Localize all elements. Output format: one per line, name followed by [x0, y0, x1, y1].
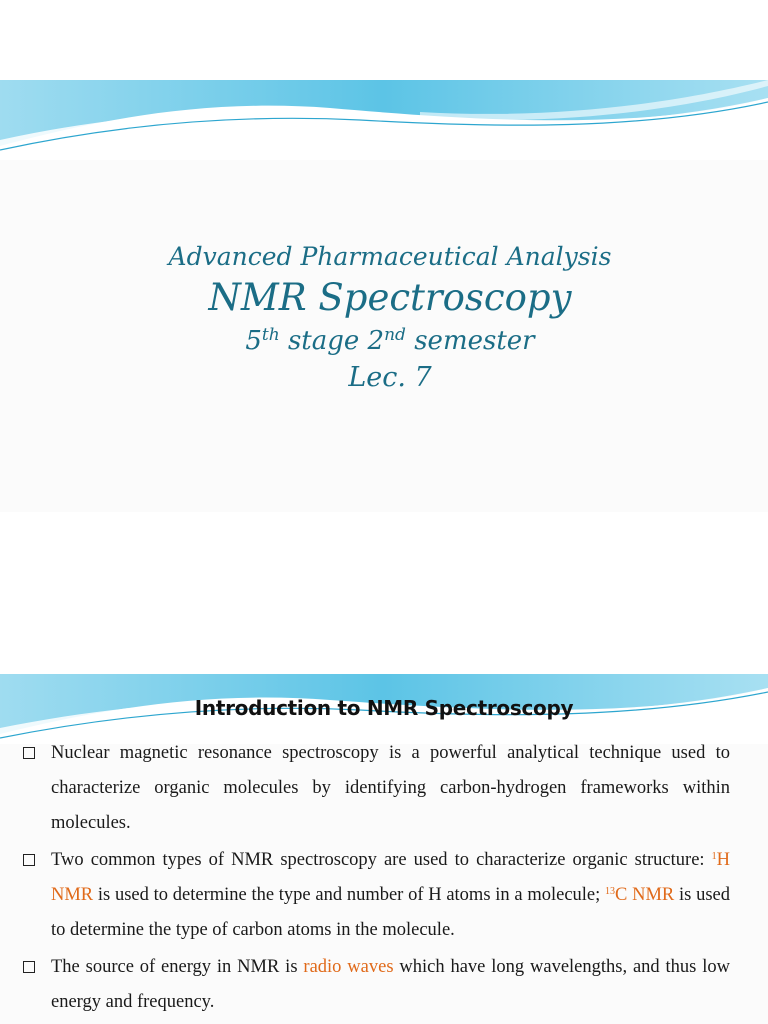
stage-number: 5	[245, 326, 262, 356]
bullet-item	[0, 736, 768, 841]
bullet-text: Nuclear magnetic resonance spectroscopy is a powerful analytical technique used to characterize organic molecules by identifying carbon-hydrogen frameworks within molecules.	[51, 743, 730, 833]
title-block	[0, 240, 768, 396]
slide-title: NMR Spectroscopy	[208, 276, 572, 319]
bullet-item	[0, 843, 768, 948]
bullet-text: is used to determine the type and number of H atoms in a molecule;	[93, 885, 606, 905]
radio-waves-highlight: radio waves	[303, 957, 394, 977]
bullet-text: is used to determine the type of carbon atoms in the molecule.	[51, 885, 730, 940]
bullet-list	[0, 736, 768, 1022]
slide-title: Introduction to NMR Spectroscopy	[194, 696, 574, 720]
c-nmr-label: C NMR	[615, 885, 675, 905]
checkbox-bullet-icon	[23, 854, 35, 866]
bullet-text: The source of energy in NMR is	[51, 957, 304, 977]
c-nmr-highlight	[605, 885, 674, 905]
h-nmr-label: H NMR	[51, 850, 730, 905]
checkbox-bullet-icon	[23, 747, 35, 759]
stage-semester-line	[12, 322, 768, 360]
introduction-slide	[0, 674, 768, 1024]
lecture-number: Lec. 7	[348, 362, 432, 393]
semester-text: semester	[405, 326, 535, 356]
checkbox-bullet-icon	[23, 961, 35, 973]
semester-superscript: nd	[384, 325, 406, 345]
c-isotope-superscript: 13	[605, 886, 616, 897]
title-slide	[0, 80, 768, 512]
bullet-text: which have long wavelengths, and thus low energy and frequency.	[51, 957, 730, 1012]
stage-text: stage 2	[279, 326, 385, 356]
wave-banner-graphic	[0, 80, 768, 160]
bullet-item	[0, 950, 768, 1020]
stage-superscript: th	[261, 325, 280, 345]
h-isotope-superscript: 1	[711, 851, 717, 862]
bullet-text: Two common types of NMR spectroscopy are used to characterize organic structure:	[51, 850, 712, 870]
course-name: Advanced Pharmaceutical Analysis	[168, 242, 612, 271]
